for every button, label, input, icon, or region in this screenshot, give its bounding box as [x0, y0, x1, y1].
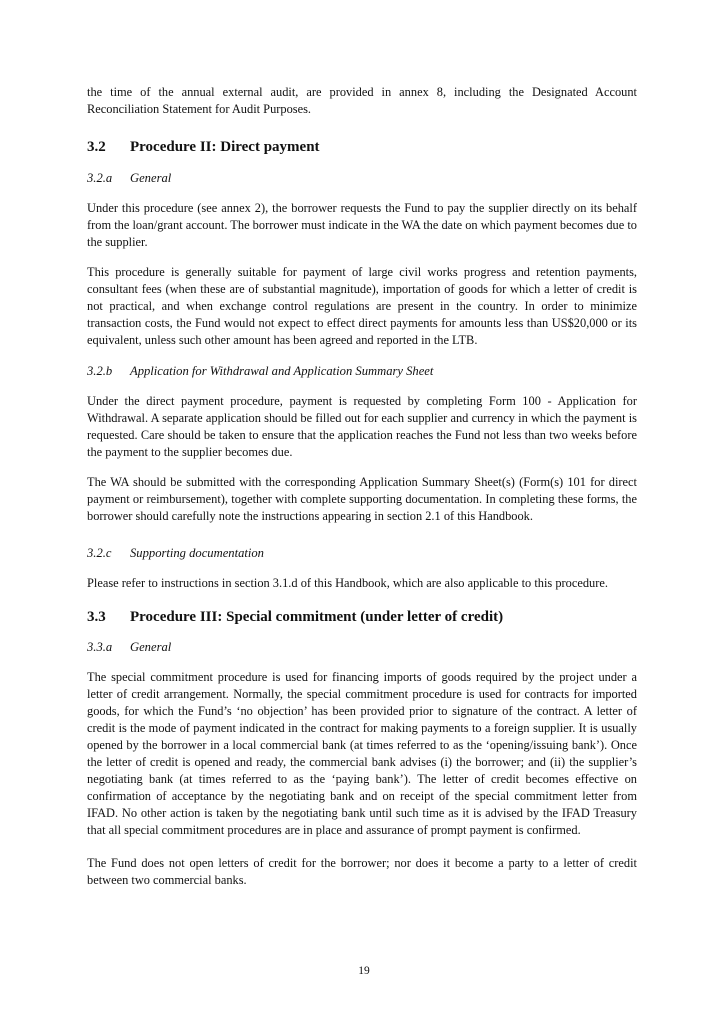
paragraph-3-3-a-2: The Fund does not open letters of credit for the borrower; nor does it become a party to a letter of credit between two commercial banks. — [87, 856, 637, 887]
paragraph-3-2-a-2: This procedure is generally suitable for payment of large civil works progress and retention payments, consultant fees (when these are of substantial magnitude), importation of goods for which a letter of credit is not practical, and when exchange control regulations are present in the country. In order to minimize transaction costs, the Fund would not expect to effect direct payments for amounts less than US$20,000 or its equivalent, unless such other amount has been agreed and reported in the LTB. — [87, 265, 637, 347]
subsection-heading-3-2-c — [87, 545, 637, 562]
page-number: 19 — [358, 965, 370, 977]
subsection-heading-3-2-a — [87, 170, 637, 187]
section-number: 3.2 — [87, 139, 106, 155]
paragraph-3-2-b-2: The WA should be submitted with the corresponding Application Summary Sheet(s) (Form(s) 101 for direct payment or reimbursement), together with complete supporting documentation. In completing these forms, the borrower should carefully note the instructions appearing in section 2.1 of this Handbook. — [87, 475, 637, 523]
subsection-heading-3-3-a — [87, 639, 637, 656]
paragraph-3-3-a-1: The special commitment procedure is used for financing imports of goods required by the project under a letter of credit arrangement. Normally, the special commitment procedure is used for contracts for imported goods, for which the Fund’s ‘no objection’ has been provided prior to signature of the contract. A letter of credit is the mode of payment indicated in the contract for making payments to a foreign supplier. It is usually opened by the borrower in a local commercial bank (at times referred to as the ‘opening/issuing bank’). Once the letter of credit is opened and ready, the commercial bank advises (i) the borrower; and (ii) the supplier’s negotiating bank (at times referred to as the ‘paying bank’). The letter of credit becomes effective on confirmation of acceptance by the negotiating bank and on receipt of the special commitment letter from IFAD. No other action is taken by the negotiating bank until such time as it is advised by the IFAD Treasury that all special commitment procedures are in place and assurance of prompt payment is confirmed. — [87, 670, 637, 837]
paragraph-3-2-b-1: Under the direct payment procedure, payment is requested by completing Form 100 - Application for Withdrawal. A separate application should be filled out for each supplier and currency in which the payment is requested. Care should be taken to ensure that the application reaches the Fund not less than two weeks before the payment to the supplier becomes due. — [87, 394, 637, 459]
subsection-heading-3-2-b — [87, 363, 637, 380]
section-title: Procedure III: Special commitment (under letter of credit) — [130, 609, 504, 625]
section-title: Procedure II: Direct payment — [130, 139, 320, 155]
paragraph-3-2-c-1: Please refer to instructions in section 3.1.d of this Handbook, which are also applicable to this procedure. — [87, 576, 608, 590]
subsection-number: 3.3.a — [87, 640, 113, 654]
section-heading-3-3 — [87, 607, 637, 627]
subsection-number: 3.2.b — [87, 364, 113, 378]
section-number: 3.3 — [87, 609, 106, 625]
paragraph-3-2-a-1: Under this procedure (see annex 2), the borrower requests the Fund to pay the supplier directly on its behalf from the loan/grant account. The borrower must indicate in the WA the date on which payment becomes due to the supplier. — [87, 201, 637, 249]
subsection-title: General — [130, 171, 172, 185]
subsection-title: General — [130, 640, 172, 654]
subsection-title: Application for Withdrawal and Application Summary Sheet — [130, 364, 434, 378]
subsection-title: Supporting documentation — [130, 546, 264, 560]
section-heading-3-2 — [87, 137, 637, 157]
subsection-number: 3.2.a — [87, 171, 113, 185]
document-page — [87, 84, 637, 889]
subsection-number: 3.2.c — [87, 546, 112, 560]
intro-paragraph: the time of the annual external audit, are provided in annex 8, including the Designated Account Reconciliation Statement for Audit Purposes. — [87, 85, 637, 116]
